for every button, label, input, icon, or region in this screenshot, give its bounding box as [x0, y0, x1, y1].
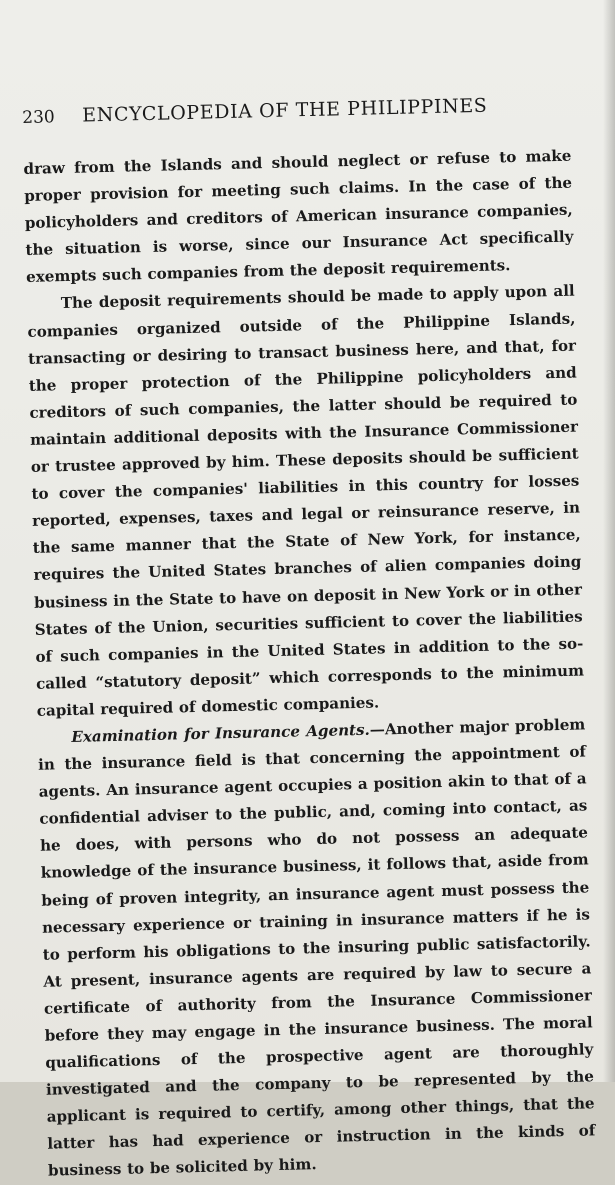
section-text: —Another major problem in the insurance field is that concerning the appointment of agents. An insurance agent occupies a position akin to that of a confidential adviser to the public, and, coming into contact, as he does, with persons who do not possess an adequate knowledge of the insurance business, it follows that, aside from being of proven integrity, an insurance agent must possess the necessary experience or training in insurance matters if he is to perform his obligations to the insuring public satisfactorily. At present, insurance agents are required by law to secure a certificate of authority from the Insurance Commissioner before they may engage in the insurance business. The moral qualifications of the prospective agent are thoroughly investigated and the company to be represented by the applicant is required to certify, among other things, that the latter has had experience or instruction in the kinds of business to be solicited by him. — [37, 715, 596, 1181]
body-paragraph: draw from the Islands and should neglect or refuse to make proper provision for meeting such claims. In the case of the policyholders and creditors of American insurance companies, the situation is worse, since our Insurance Act specifically exempts such companies from the deposit requirements. — [23, 146, 574, 287]
running-head — [22, 93, 570, 128]
running-title: ENCYCLOPEDIA OF THE PHILIPPINES — [81, 94, 488, 127]
page-number: 230 — [22, 107, 55, 128]
section-side-heading: Examination for Insurance Agents. — [71, 720, 370, 746]
page-content — [22, 93, 596, 1185]
body-paragraph: The deposit requirements should be made to apply upon all companies organized outside of the Philippine Islands, transacting or desiring to transact business here, and that, for the proper protection of the Philippine policyholders and creditors of such companies, the latter should be required to maintain additional deposits with the Insurance Commissioner or trustee approved by him. These deposits should be sufficient to cover the companies' liabilities in this country for losses reported, expenses, taxes and legal or reinsurance reserve, in the same manner that the State of New York, for instance, requires the United States branches of alien companies doing business in the State to have on deposit in New York or in other States of the Union, securities sufficient to cover the liabilities of such companies in the United States in addition to the so-called “statutory deposit” which corresponds to the minimum capital required of domestic companies. — [27, 282, 585, 720]
body-paragraph — [37, 711, 596, 1185]
